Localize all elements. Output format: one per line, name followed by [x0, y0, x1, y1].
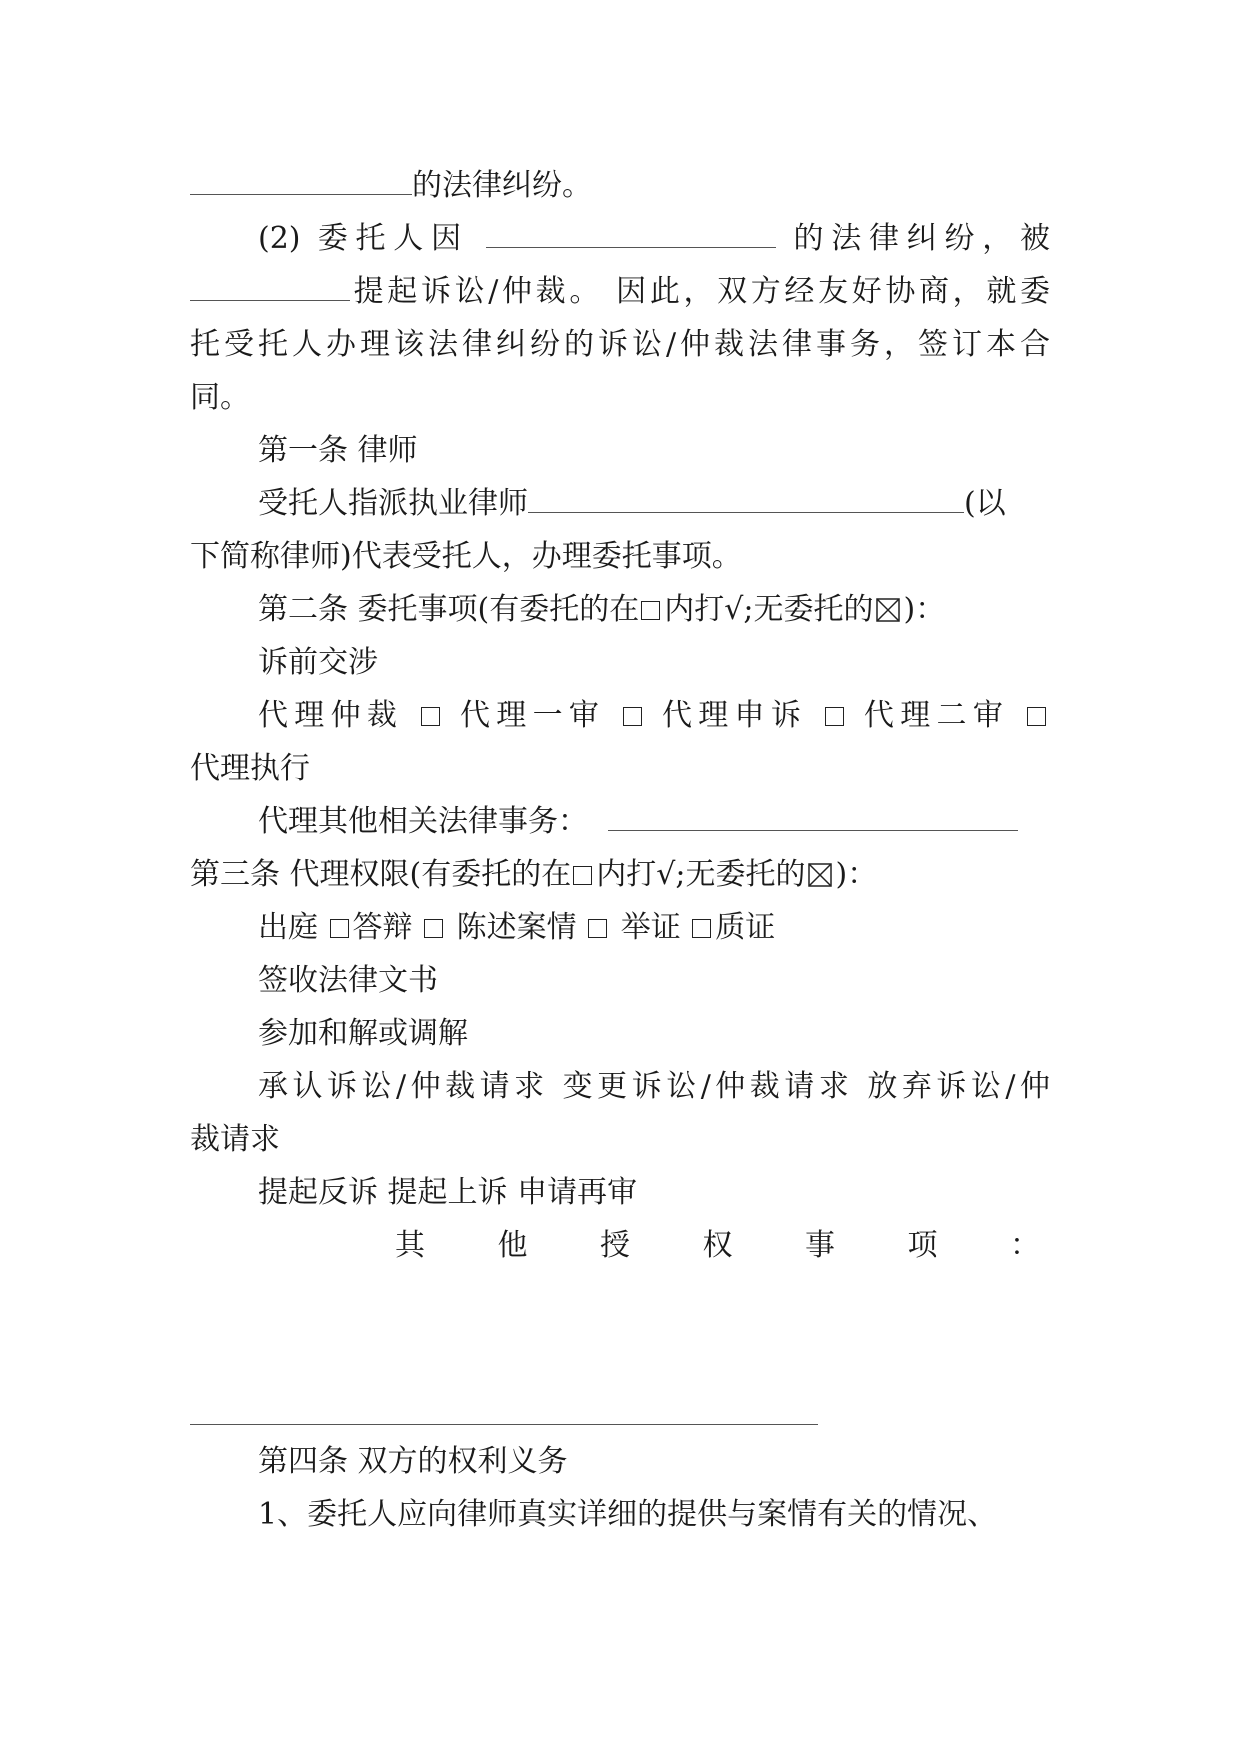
- line-agent-execution: 代理执行: [190, 751, 310, 786]
- checkbox-agent-second-instance[interactable]: [1027, 707, 1046, 726]
- line-purpose: 托受托人办理该法律纠纷的诉讼/仲裁法律事务，签订本合: [190, 327, 1050, 362]
- line-contract-end: 同。: [190, 380, 250, 415]
- article-2-title: 第二条 委托事项(有委托的在 内打√;无委托的 )：: [258, 592, 946, 627]
- line-appeal: 提起反诉 提起上诉 申请再审: [258, 1175, 638, 1210]
- line-mediation: 参加和解或调解: [258, 1016, 468, 1051]
- cross-box-icon: [808, 863, 832, 887]
- checkbox-evidence[interactable]: [692, 919, 711, 938]
- article-4-title: 第四条 双方的权利义务: [258, 1444, 568, 1479]
- article-3-title: 第三条 代理权限(有委托的在 内打√;无委托的 )：: [190, 857, 878, 892]
- blank-other-authorization[interactable]: [190, 1424, 818, 1425]
- blank-other-affairs[interactable]: [608, 804, 1018, 831]
- checkbox-statement[interactable]: [588, 919, 607, 938]
- blank-dispute-party[interactable]: [190, 168, 412, 195]
- line-claims: 承认诉讼/仲裁请求 变更诉讼/仲裁请求 放弃诉讼/仲: [258, 1069, 1050, 1104]
- checkbox-agent-appeal-petition[interactable]: [825, 707, 844, 726]
- line-sued-by: 提起诉讼/仲裁。 因此，双方经友好协商，就委: [190, 272, 1050, 312]
- cross-box-icon: [876, 598, 900, 622]
- checkbox-icon: [573, 866, 592, 885]
- line-pre-suit: 诉前交涉: [258, 645, 378, 680]
- checkbox-icon: [641, 601, 660, 620]
- blank-lawyer-name[interactable]: [528, 486, 964, 513]
- line-other-affairs: 代理其他相关法律事务：: [258, 802, 1050, 842]
- checkbox-appear[interactable]: [330, 919, 349, 938]
- line-article-4-item-1: 1、委托人应向律师真实详细的提供与案情有关的情况、: [258, 1497, 998, 1532]
- article-1-title: 第一条 律师: [258, 433, 418, 468]
- line-lawyer-tail: 下简称律师)代表受托人，办理委托事项。: [190, 539, 742, 574]
- line-other-authorization: 其 他 授 权 事 项 ：: [395, 1228, 1040, 1263]
- line-lawyer: 受托人指派执业律师 (以: [258, 486, 1006, 521]
- checkbox-agent-first-instance[interactable]: [623, 707, 642, 726]
- blank-plaintiff[interactable]: [190, 274, 350, 301]
- blank-dispute-reason[interactable]: [486, 221, 776, 248]
- checkbox-agent-arbitration[interactable]: [421, 707, 440, 726]
- line-clause-2: (2) 委托人因 的法律纠纷，被: [258, 221, 1050, 256]
- line-sign-documents: 签收法律文书: [258, 963, 438, 998]
- line-agent-items: 代理仲裁 代理一审 代理申诉 代理二审: [258, 696, 1050, 736]
- line-claims-tail: 裁请求: [190, 1122, 280, 1157]
- line-dispute-end: 的法律纠纷。: [190, 166, 1050, 206]
- checkbox-reply[interactable]: [424, 919, 443, 938]
- line-powers: 出庭 答辩 陈述案情 举证 质证: [258, 910, 776, 945]
